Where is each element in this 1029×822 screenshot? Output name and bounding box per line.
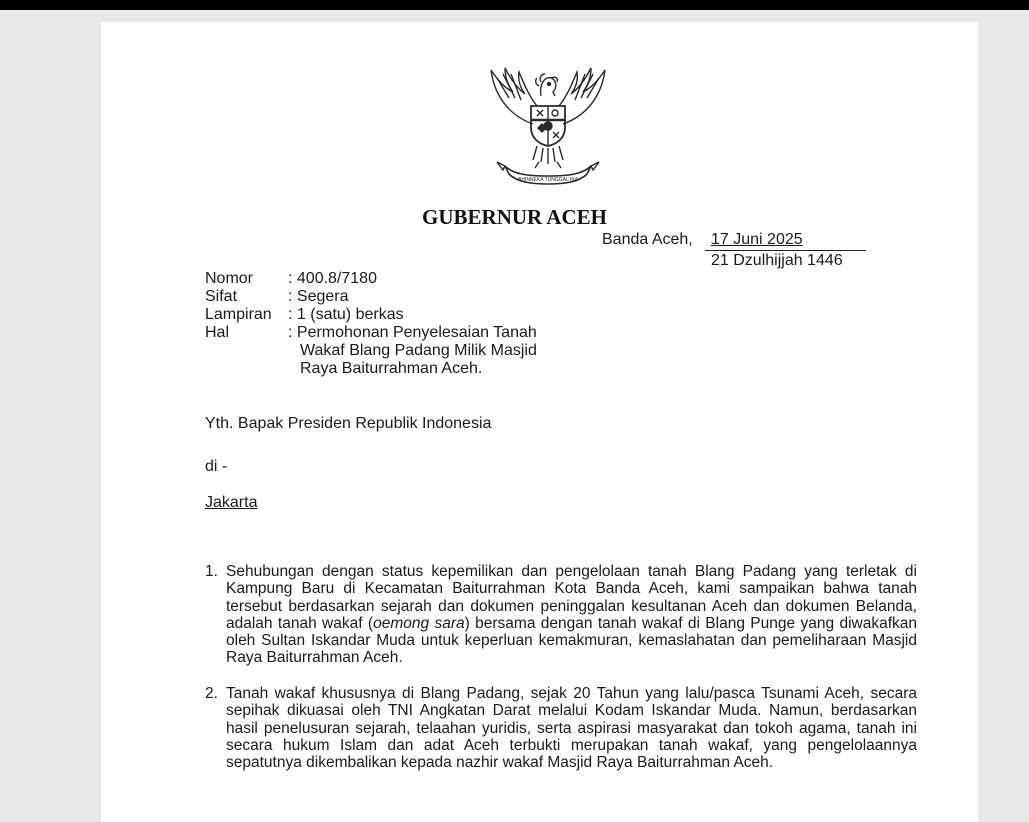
letterhead-title: GUBERNUR ACEH <box>422 205 607 229</box>
recipient-city: Jakarta <box>205 494 258 511</box>
svg-text:BHINNEKA TUNGGAL IKA: BHINNEKA TUNGGAL IKA <box>517 177 579 183</box>
paragraph-text: Tanah wakaf khususnya di Blang Padang, sejak 20 Tahun yang lalu/pasca Tsunami Aceh, secara sepihak dikuasai oleh TNI Angkatan Darat melalui Kodam Iskandar Muda. Namun, berdasarkan hasil penelusuran sejarah, telaahan yuridis, serta aspirasi masyarakat dan tokoh agama, tanah ini secara hukum Islam dan adat Aceh terbukti merupakan tanah wakaf, yang pengelolaannya sepatutnya dikembalikan kepada nazhir wakaf Masjid Raya Baiturrahman Aceh. <box>226 685 917 772</box>
hal-line-3: Raya Baiturrahman Aceh. <box>300 360 483 377</box>
paragraph-number: 2. <box>205 685 218 702</box>
lampiran-value: : 1 (satu) berkas <box>288 306 404 323</box>
sifat-value: : Segera <box>288 288 349 305</box>
paragraph-text <box>226 563 917 667</box>
paragraph-text-part: ) bersama dengan tanah wakaf di Blang Punge yang diwakafkan oleh Sultan Iskandar Muda untuk keperluan kemakmuran, kemaslahatan dan pemeliharaan Masjid Raya Baiturrahman Aceh. <box>226 614 917 667</box>
paragraph-text-part: Sehubungan dengan status kepemilikan dan pengelolaan tanah Blang Padang yang terletak di Kampung Baru di Kecamatan Baiturrahman Kota Banda Aceh, kami sampaikan bahwa tanah tersebut berdasarkan sejarah dan dokumen peninggalan kesultanan Aceh dan dokumen Belanda, adalah tanah wakaf ( <box>226 563 917 632</box>
letter-date-gregorian: 17 Juni 2025 <box>711 231 803 248</box>
letter-place: Banda Aceh, <box>602 231 693 248</box>
recipient: Yth. Bapak Presiden Republik Indonesia <box>205 415 492 432</box>
date-divider <box>705 250 866 251</box>
sifat-label: Sifat <box>205 288 238 305</box>
paragraph-italic-term: oemong sara <box>373 614 465 632</box>
garuda-emblem-icon <box>483 62 613 192</box>
hal-line-2: Wakaf Blang Padang Milik Masjid <box>300 342 537 359</box>
nomor-value: : 400.8/7180 <box>288 270 377 287</box>
nomor-label: Nomor <box>205 270 254 287</box>
lampiran-label: Lampiran <box>205 306 272 323</box>
letter-date-hijri: 21 Dzulhijjah 1446 <box>711 252 843 269</box>
paragraph-1 <box>205 563 917 667</box>
paragraph-2 <box>205 685 917 771</box>
hal-line-1: : Permohonan Penyelesaian Tanah <box>288 324 537 341</box>
paragraph-number: 1. <box>205 563 218 580</box>
recipient-di: di - <box>205 458 228 475</box>
top-bar <box>0 0 1029 10</box>
hal-label: Hal <box>205 324 230 341</box>
